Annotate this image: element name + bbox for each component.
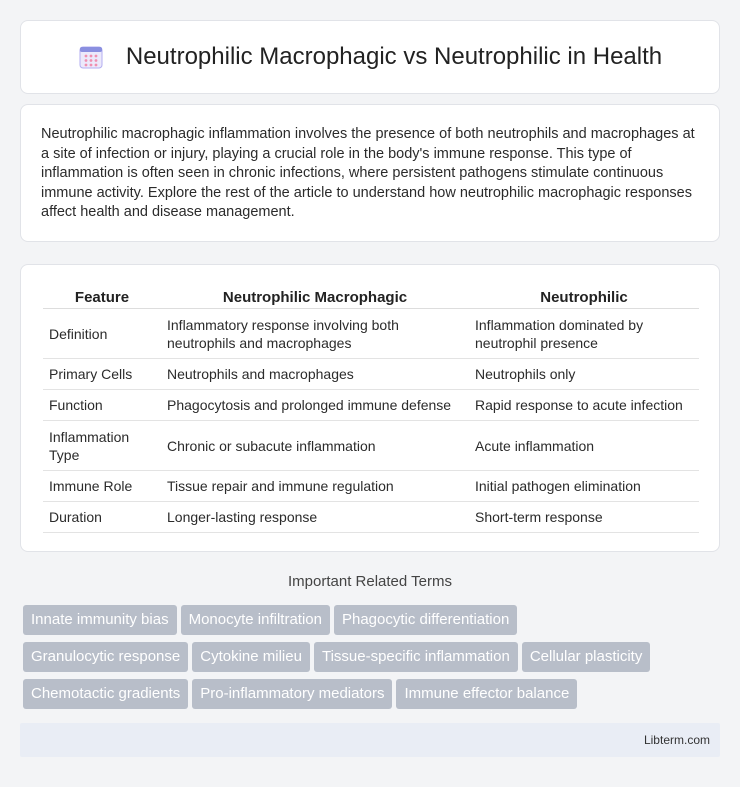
table-cell: Neutrophils only — [469, 359, 699, 390]
table-cell: Short-term response — [469, 502, 699, 533]
table-cell: Acute inflammation — [469, 421, 699, 471]
term-tag[interactable]: Phagocytic differentiation — [334, 605, 517, 635]
term-tag[interactable]: Cellular plasticity — [522, 642, 651, 672]
header-card — [20, 20, 720, 94]
table-cell: Rapid response to acute infection — [469, 390, 699, 421]
related-terms-list — [23, 605, 713, 716]
table-cell: Chronic or subacute inflammation — [161, 421, 469, 471]
table-cell: Inflammation dominated by neutrophil presence — [469, 309, 699, 359]
table-cell: Duration — [43, 502, 161, 533]
calendar-grid-icon — [78, 44, 104, 70]
comparison-card — [20, 264, 720, 552]
table-row — [43, 421, 699, 471]
table-row — [43, 471, 699, 502]
intro-text: Neutrophilic macrophagic inflammation involves the presence of both neutrophils and macrophages at a site of infection or injury, playing a crucial role in the body's immune response. This type of inflammation is often seen in chronic infections, where persistent pathogens stimulate continuous immune activity. Explore the rest of the article to understand how neutrophilic macrophagic responses affect health and disease management. — [41, 126, 695, 220]
table-row — [43, 390, 699, 421]
table-cell: Tissue repair and immune regulation — [161, 471, 469, 502]
table-cell: Longer-lasting response — [161, 502, 469, 533]
table-cell: Definition — [43, 309, 161, 359]
table-cell: Function — [43, 390, 161, 421]
table-header-row — [43, 285, 699, 309]
table-cell: Immune Role — [43, 471, 161, 502]
column-header: Neutrophilic Macrophagic — [161, 285, 469, 309]
term-tag[interactable]: Chemotactic gradients — [23, 679, 188, 709]
table-cell: Inflammatory response involving both neutrophils and macrophages — [161, 309, 469, 359]
term-tag[interactable]: Cytokine milieu — [192, 642, 310, 672]
intro-card — [20, 104, 720, 242]
term-tag[interactable]: Innate immunity bias — [23, 605, 177, 635]
table-row — [43, 309, 699, 359]
term-tag[interactable]: Immune effector balance — [396, 679, 577, 709]
term-tag[interactable]: Pro-inflammatory mediators — [192, 679, 392, 709]
table-cell: Initial pathogen elimination — [469, 471, 699, 502]
footer-site-link[interactable]: Libterm.com — [643, 733, 710, 747]
table-cell: Primary Cells — [43, 359, 161, 390]
term-tag[interactable]: Tissue-specific inflammation — [314, 642, 518, 672]
table-cell: Phagocytosis and prolonged immune defense — [161, 390, 469, 421]
table-cell: Neutrophils and macrophages — [161, 359, 469, 390]
table-row — [43, 359, 699, 390]
related-terms-heading: Important Related Terms — [288, 573, 452, 590]
column-header: Feature — [43, 285, 161, 309]
table-row — [43, 502, 699, 533]
comparison-table — [43, 285, 699, 533]
term-tag[interactable]: Granulocytic response — [23, 642, 188, 672]
table-cell: Inflammation Type — [43, 421, 161, 471]
footer — [20, 723, 720, 757]
term-tag[interactable]: Monocyte infiltration — [181, 605, 330, 635]
column-header: Neutrophilic — [469, 285, 699, 309]
page-title: Neutrophilic Macrophagic vs Neutrophilic in Health — [125, 43, 663, 70]
